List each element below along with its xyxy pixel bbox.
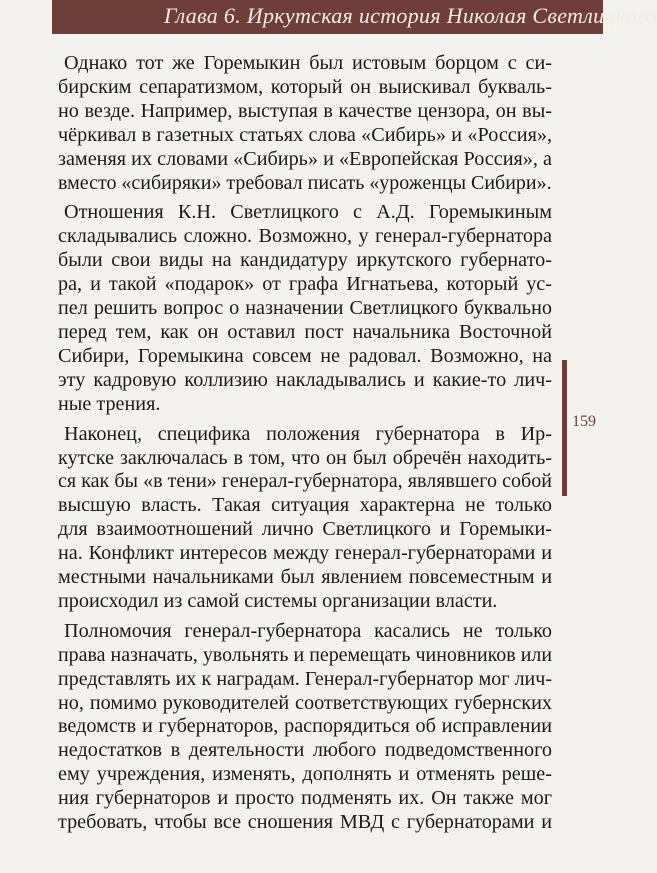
text-line: перед тем, как он оставил пост начальника Восточной: [58, 320, 552, 343]
text-line: происходил из самой системы организации власти.: [58, 589, 498, 612]
text-line: ведомств и губернаторов, распорядиться об исправлении: [58, 715, 552, 738]
text-line: бирским сепаратизмом, который он выискивал букваль-: [58, 75, 552, 98]
paragraph: [58, 423, 552, 614]
text-line: вместо «сибиряки» требовал писать «уроженцы Сибири».: [58, 171, 552, 194]
text-line: но везде. Например, выступая в качестве цензора, он вы-: [58, 99, 552, 122]
text-line: ния губернаторов и просто подменять их. Он также мог: [58, 787, 552, 810]
text-line: но, помимо руководителей соответствующих губернских: [58, 691, 552, 714]
text-line: эту кадровую коллизию накладывались и какие-то лич-: [58, 368, 552, 391]
text-line: Полномочия генерал-губернатора касались не только: [64, 619, 552, 642]
text-line: права назначать, увольнять и перемещать чиновников или: [58, 643, 552, 666]
text-line: ему учреждения, изменять, дополнять и отменять реше-: [58, 763, 552, 786]
text-line: высшую власть. Такая ситуация характерна не только: [58, 494, 552, 517]
text-line: недостатков в деятельности любого подведомственного: [58, 739, 552, 762]
margin-rule: [562, 360, 567, 496]
text-line: заменяя их словами «Сибирь» и «Европейская Россия», а: [58, 147, 552, 170]
text-line: на. Конфликт интересов между генерал-губернаторами и: [58, 542, 552, 565]
paragraph: [58, 620, 552, 835]
text-line: местными начальниками был явлением повсеместным и: [58, 566, 552, 589]
text-line: кутске заключалась в том, что он был обречён находить-: [58, 446, 552, 469]
paragraph: [58, 52, 552, 195]
chapter-header-bar: [52, 0, 657, 34]
text-line: чёркивал в газетных статьях слова «Сибирь» и «Россия»,: [58, 123, 552, 146]
text-line: требовать, чтобы все сношения МВД с губернаторами и: [58, 811, 552, 834]
text-line: складывались сложно. Возможно, у генерал-губернатора: [58, 225, 552, 248]
text-line: представлять их к наградам. Генерал-губернатор мог лич-: [58, 667, 552, 690]
chapter-title: Глава 6. Иркутская история Николая Светлицкого: [164, 3, 657, 28]
page-number: 159: [572, 413, 596, 430]
text-line: Наконец, специфика положения губернатора в Ир-: [64, 422, 552, 445]
text-line: пел решить вопрос о назначении Светлицкого буквально: [58, 297, 552, 320]
text-line: ные трения.: [58, 392, 161, 415]
text-line: были свои виды на кандидатуру иркутского губернато-: [58, 249, 552, 272]
text-line: Однако тот же Горемыкин был истовым борцом с си-: [64, 52, 552, 74]
body-text: [58, 52, 552, 841]
text-line: ся как бы «в тени» генерал-губернатора, являвшего собой: [58, 470, 552, 493]
text-line: Отношения К.Н. Светлицкого с А.Д. Горемыкиным: [64, 201, 552, 224]
text-line: ра, и такой «подарок» от графа Игнатьева, который ус-: [58, 273, 552, 296]
text-line: Сибири, Горемыкина совсем не радовал. Возможно, на: [58, 344, 552, 367]
paragraph: [58, 201, 552, 416]
text-line: для взаимоотношений лично Светлицкого и Горемыки-: [58, 518, 552, 541]
